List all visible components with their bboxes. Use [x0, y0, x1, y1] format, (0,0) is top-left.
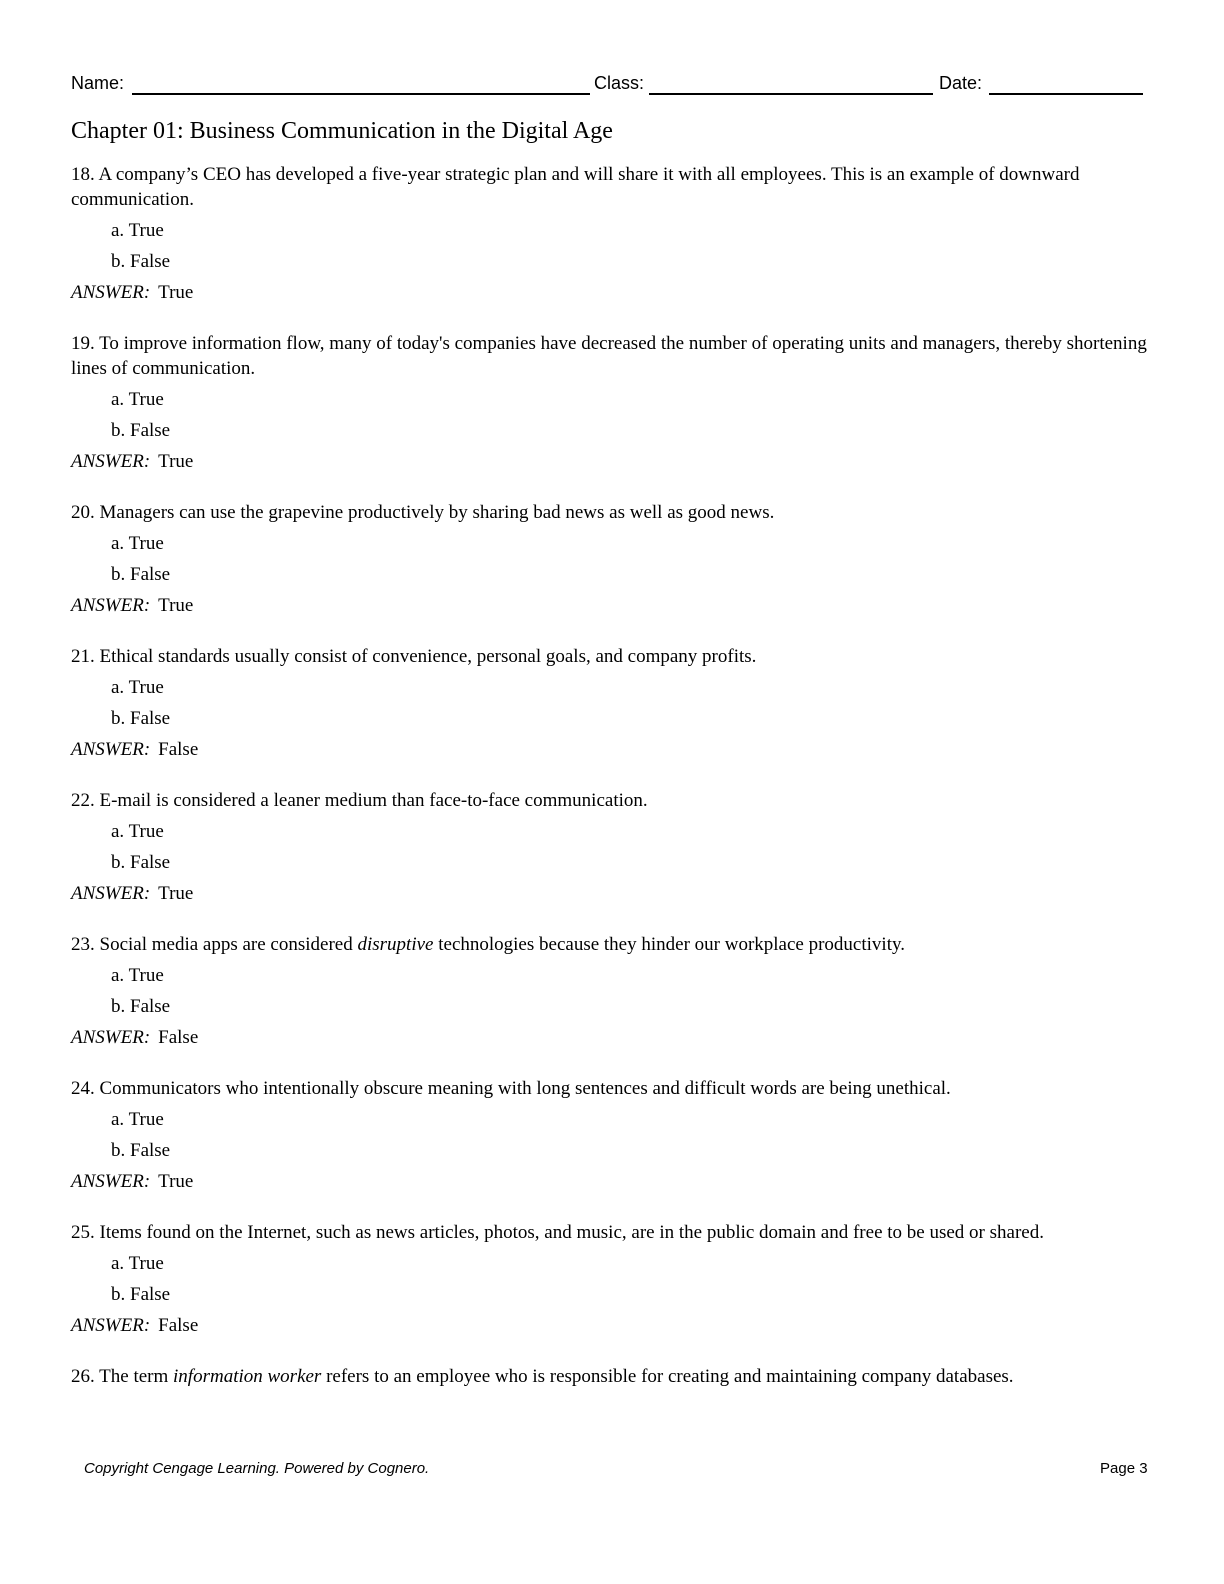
answer-label: ANSWER:: [71, 595, 151, 616]
emphasized-term: disruptive: [357, 934, 434, 955]
option-a: a. True: [111, 220, 164, 241]
header: [71, 72, 1143, 98]
answer-label: ANSWER:: [71, 1315, 151, 1336]
emphasized-term: information worker: [173, 1366, 322, 1387]
option-b: b. False: [111, 420, 171, 441]
class-label: Class:: [594, 73, 645, 93]
answer-label: ANSWER:: [71, 739, 151, 760]
answer-line: [71, 593, 1151, 618]
answer-line: [71, 1313, 1151, 1338]
question-text: 25. Items found on the Internet, such as news articles, photos, and music, are in the public domain and free to be used or shared.: [71, 1222, 1044, 1243]
question-21: [71, 644, 1151, 762]
question-23: [71, 932, 1151, 1050]
option-b: b. False: [111, 852, 171, 873]
answer-value: True: [158, 595, 194, 616]
option-a: a. True: [111, 533, 164, 554]
question-text: 18. A company’s CEO has developed a five-year strategic plan and will share it with all employees. This is an example of downward communication.: [71, 164, 1080, 210]
name-field-line: [132, 93, 590, 95]
option-b: b. False: [111, 251, 171, 272]
chapter-title: Chapter 01: Business Communication in the Digital Age: [71, 118, 613, 144]
option-b: b. False: [111, 708, 171, 729]
question-text: 24. Communicators who intentionally obscure meaning with long sentences and difficult words are being unethical.: [71, 1078, 951, 1099]
option-b: b. False: [111, 1284, 171, 1305]
question-text: 23. Social media apps are considered disruptive technologies because they hinder our workplace productivity.: [71, 934, 905, 955]
answer-line: [71, 737, 1151, 762]
answer-label: ANSWER:: [71, 282, 151, 303]
option-b: b. False: [111, 1140, 171, 1161]
answer-label: ANSWER:: [71, 1171, 151, 1192]
page-number: Page 3: [1100, 1460, 1148, 1477]
option-b: b. False: [111, 996, 171, 1017]
answer-value: True: [158, 282, 194, 303]
copyright-notice: Copyright Cengage Learning. Powered by Cognero.: [84, 1460, 430, 1477]
answer-value: False: [158, 739, 199, 760]
question-text: 21. Ethical standards usually consist of convenience, personal goals, and company profits.: [71, 646, 757, 667]
option-a: a. True: [111, 965, 164, 986]
answer-line: [71, 449, 1151, 474]
answer-line: [71, 1025, 1151, 1050]
question-text: 22. E-mail is considered a leaner medium than face-to-face communication.: [71, 790, 648, 811]
question-24: [71, 1076, 1151, 1194]
option-b: b. False: [111, 564, 171, 585]
question-19: [71, 331, 1151, 474]
date-label: Date:: [939, 73, 983, 93]
answer-line: [71, 280, 1151, 305]
option-a: a. True: [111, 821, 164, 842]
question-25: [71, 1220, 1151, 1338]
question-20: [71, 500, 1151, 618]
answer-value: True: [158, 1171, 194, 1192]
class-field-line: [649, 93, 933, 95]
answer-label: ANSWER:: [71, 883, 151, 904]
answer-value: True: [158, 451, 194, 472]
question-text: 26. The term information worker refers to an employee who is responsible for creating and maintaining company databases.: [71, 1366, 1014, 1387]
question-text: 19. To improve information flow, many of today's companies have decreased the number of operating units and managers, thereby shortening lines of communication.: [71, 333, 1147, 379]
question-22: [71, 788, 1151, 906]
option-a: a. True: [111, 1109, 164, 1130]
question-18: [71, 162, 1151, 305]
answer-label: ANSWER:: [71, 1027, 151, 1048]
answer-value: True: [158, 883, 194, 904]
answer-label: ANSWER:: [71, 451, 151, 472]
question-list: [71, 162, 1151, 1415]
name-label: Name:: [71, 73, 125, 93]
option-a: a. True: [111, 1253, 164, 1274]
answer-line: [71, 881, 1151, 906]
answer-value: False: [158, 1315, 199, 1336]
date-field-line: [989, 93, 1143, 95]
option-a: a. True: [111, 389, 164, 410]
answer-line: [71, 1169, 1151, 1194]
question-text: 20. Managers can use the grapevine productively by sharing bad news as well as good news.: [71, 502, 775, 523]
question-26: [71, 1364, 1151, 1389]
option-a: a. True: [111, 677, 164, 698]
answer-value: False: [158, 1027, 199, 1048]
